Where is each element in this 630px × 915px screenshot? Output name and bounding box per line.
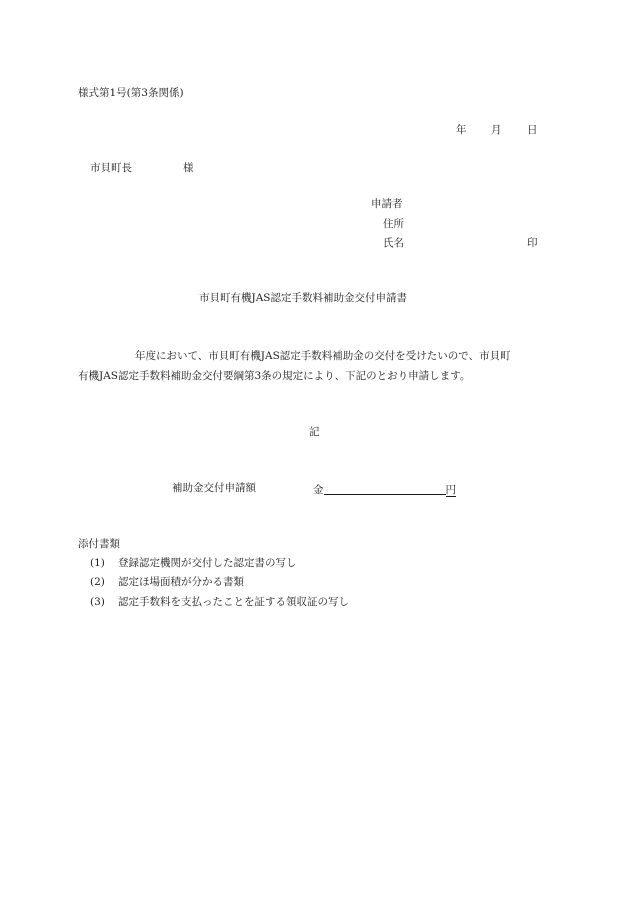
document-title: 市貝町有機JAS認定手数料補助金交付申請書 [199, 292, 407, 304]
ki-notation: 記 [309, 426, 320, 438]
seal-mark: 印 [527, 237, 538, 249]
amount-blank-line [324, 483, 446, 495]
date-day-label: 日 [527, 124, 538, 136]
date-month-label: 月 [491, 124, 502, 136]
attachment-num: (3) [90, 596, 105, 608]
attachment-text: 認定ほ場面積が分かる書類 [118, 576, 244, 588]
addressee-honorific: 様 [183, 162, 194, 174]
amount-prefix: 金 [313, 484, 324, 496]
form-number: 様式第1号(第3条関係) [78, 87, 184, 99]
amount-unit: 円 [445, 484, 456, 496]
attachment-num: (2) [90, 576, 105, 588]
body-line-1: 年度において、市貝町有機JAS認定手数料補助金の交付を受けたいので、市貝町 [135, 350, 511, 362]
body-line-2: 有機JAS認定手数料補助金交付要綱第3条の規定により、下記のとおり申請します。 [78, 370, 471, 382]
date-year-label: 年 [456, 124, 467, 136]
attachments-heading: 添付書類 [78, 538, 120, 550]
amount-row [313, 483, 456, 496]
applicant-label: 申請者 [371, 198, 403, 210]
applicant-address-label: 住所 [383, 218, 404, 230]
addressee-name: 市貝町長 [90, 162, 132, 174]
attachment-num: (1) [90, 557, 105, 569]
attachment-text: 登録認定機関が交付した認定書の写し [118, 557, 297, 569]
attachment-text: 認定手数料を支払ったことを証する領収証の写し [118, 596, 349, 608]
amount-label: 補助金交付申請額 [172, 482, 256, 494]
applicant-name-label: 氏名 [383, 237, 404, 249]
